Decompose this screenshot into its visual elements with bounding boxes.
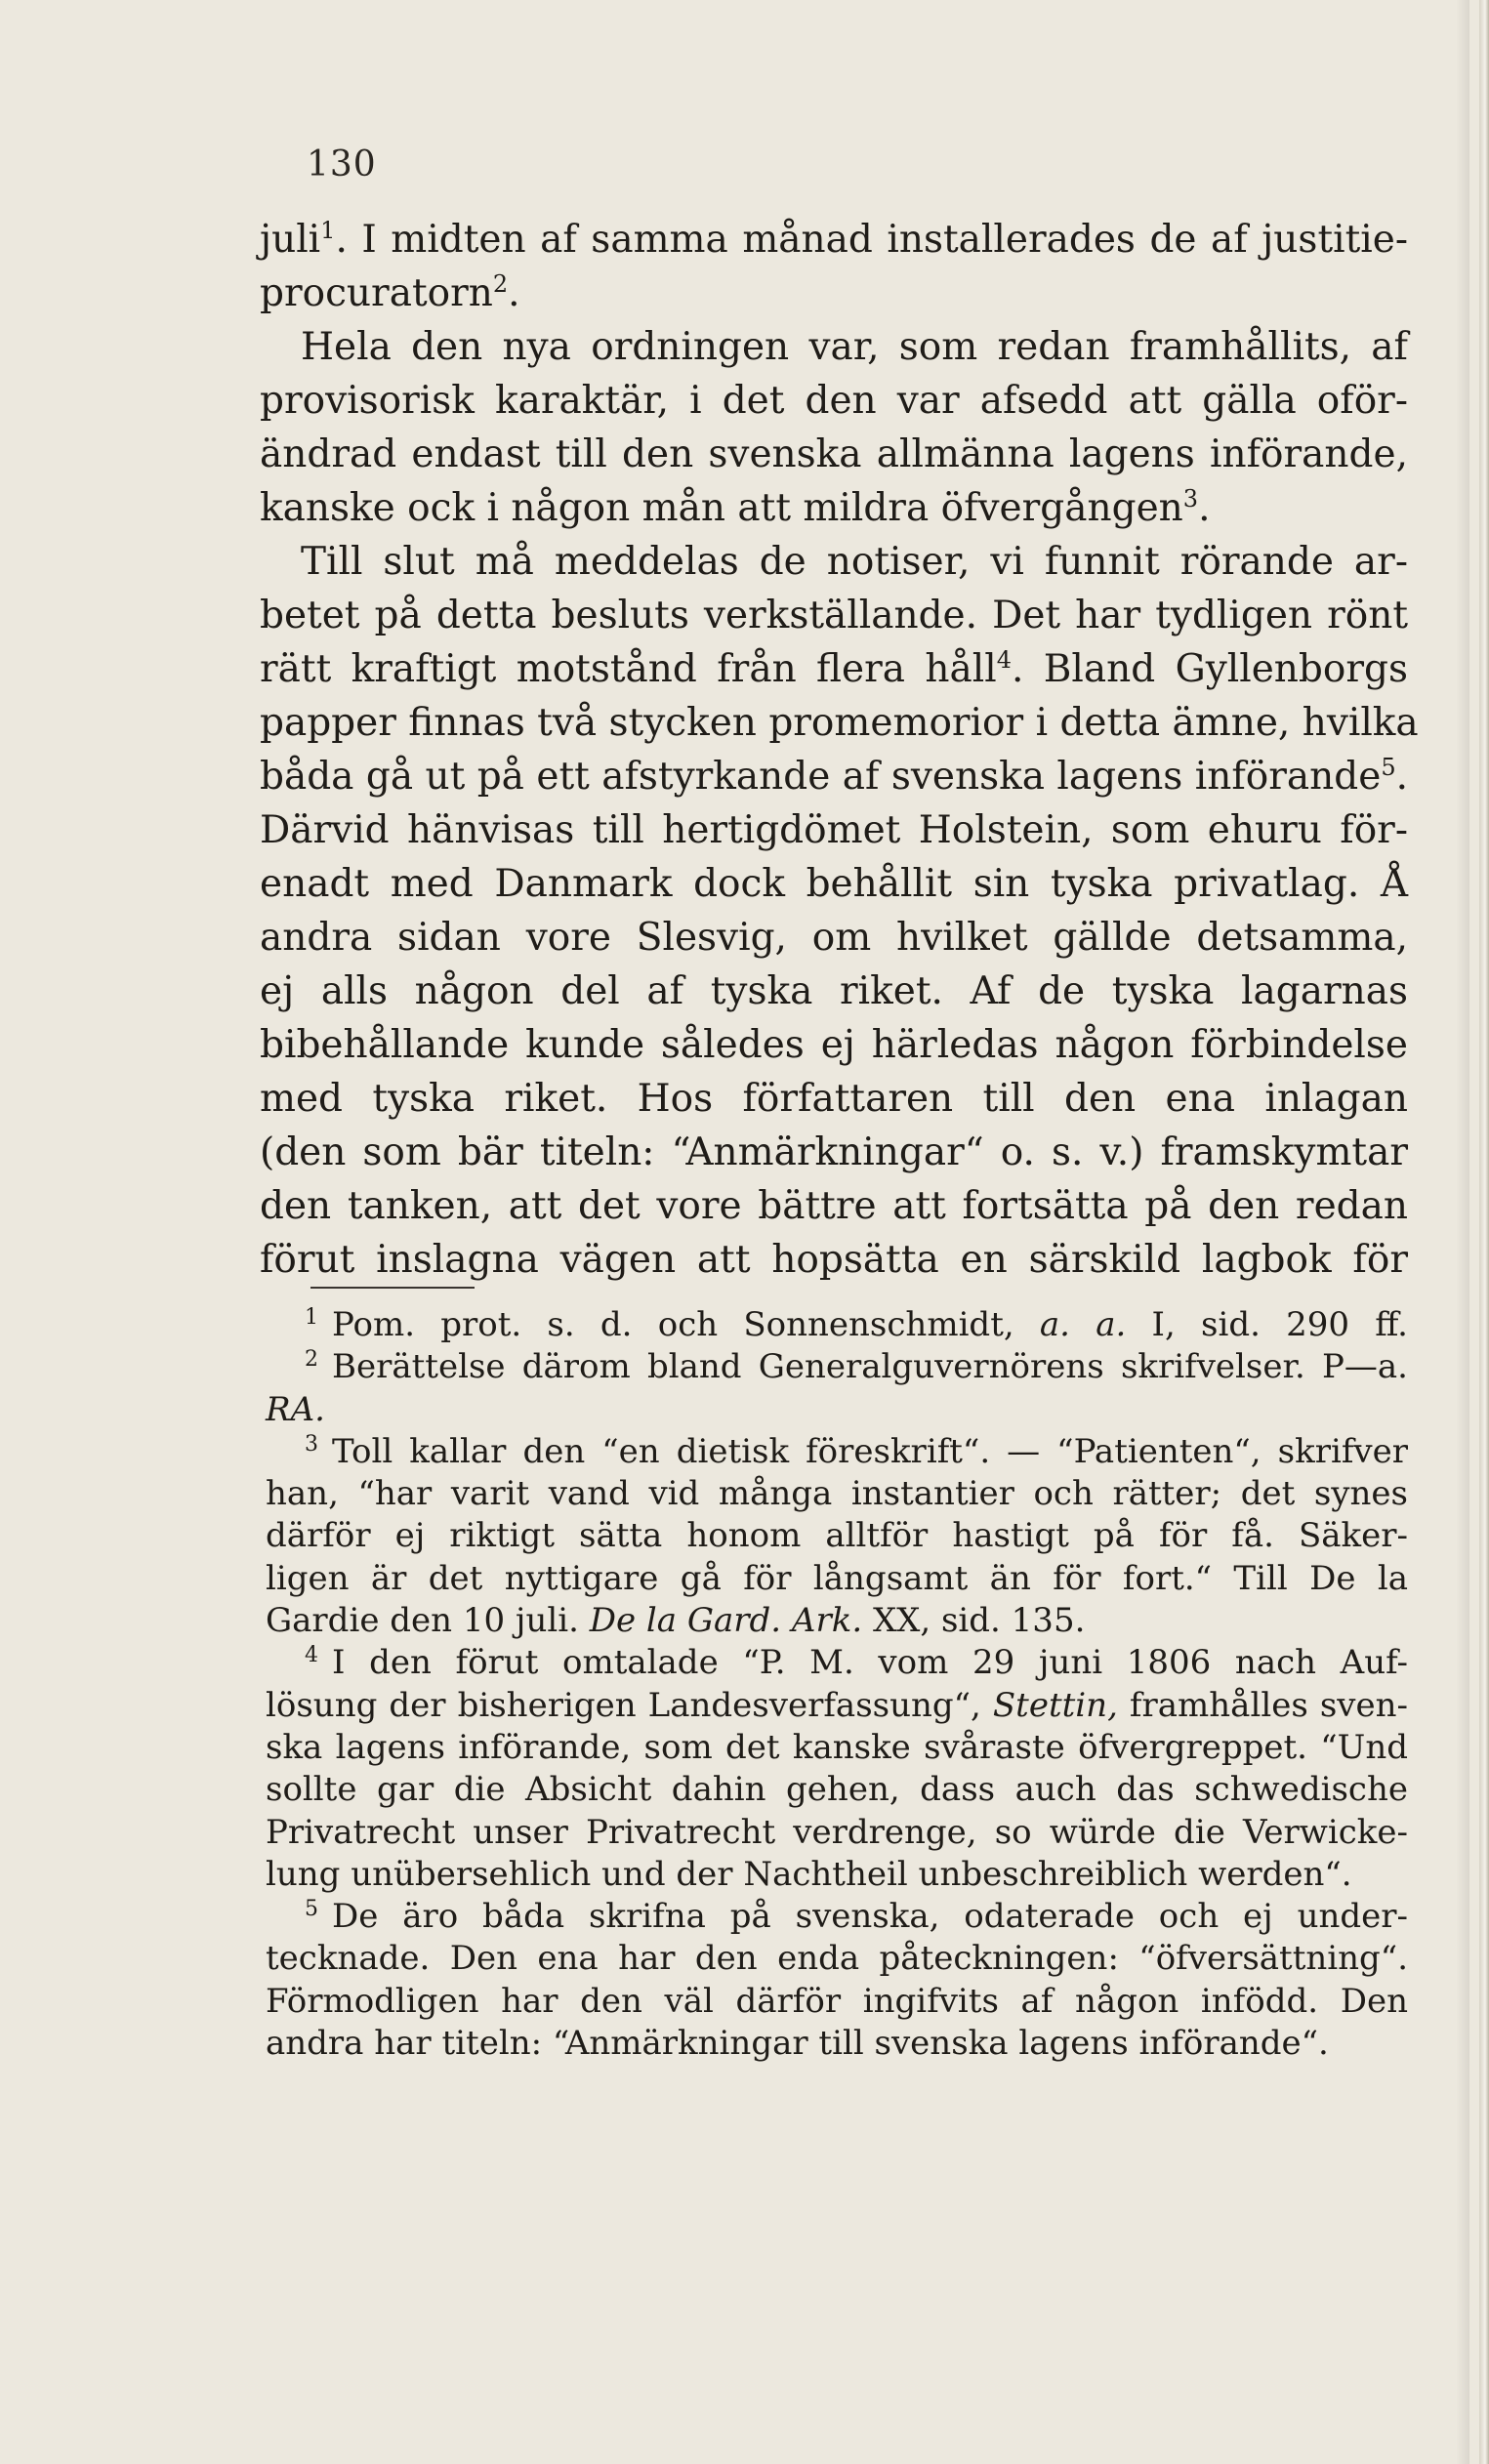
text-line: andra sidan vore Slesvig, om hvilket gällde detsamma, [260,916,1408,960]
footnote-line: Förmodligen har den väl därför ingifvits af någon infödd. Den [266,1981,1408,2021]
text-line: (den som bär titeln: “Anmärkningar“ o. s. v.) framskymtar [260,1130,1408,1174]
footnote-ref: 5 [1381,754,1396,781]
footnote-line: $^4$ I den förut omtalade “P. M. vom 29 juni 1806 nach Auf- [305,1643,1408,1683]
footnote-line: han, “har varit vand vid många instantier och rätter; det synes [266,1474,1408,1514]
text-line: Hela den nya ordningen var, som redan framhållits, af [301,325,1408,369]
footnote-line: Privatrecht unser Privatrecht verdrenge, so würde die Verwicke- [266,1812,1408,1852]
footnote-ref: 4 [996,646,1012,674]
footnote-line: RA. [266,1389,325,1429]
text-line: papper finnas två stycken promemorior i detta ämne, hvilka [260,701,1419,745]
footnote-line: $^1$ Pom. prot. s. d. och Sonnenschmidt, a. a. I, sid. 290 ff. [305,1304,1408,1344]
text-line: Till slut må meddelas de notiser, vi funnit rörande ar- [301,540,1408,584]
footnote-ref: 1 [320,217,336,244]
footnote-line: lösung der bisherigen Landesverfassung“, Stettin, framhålles sven- [266,1685,1408,1725]
text-line: ändrad endast till den svenska allmänna lagens införande, [260,432,1408,476]
text-line: ej alls någon del af tyska riket. Af de tyska lagarnas [260,969,1408,1013]
footnote-line: tecknade. Den ena har den enda påteckningen: “öfversättning“. [266,1939,1408,1979]
text-line: betet på detta besluts verkställande. Det har tydligen rönt [260,594,1408,637]
text-line: provisorisk karaktär, i det den var afsedd att gälla oför- [260,379,1408,423]
footnote-line: andra har titeln: “Anmärkningar till svenska lagens införande“. [266,2024,1329,2064]
footnote-line: ska lagens införande, som det kanske svåraste öfvergreppet. “Und [266,1727,1408,1767]
footnotes [266,1304,1408,2065]
text-line: enadt med Danmark dock behållit sin tyska privatlag. Å [260,862,1408,906]
text-line: bibehållande kunde således ej härledas någon förbindelse [260,1023,1408,1067]
text-line: rätt kraftigt motstånd från flera håll$^4$. Bland Gyllenborgs [260,646,1408,691]
text-line: med tyska riket. Hos författaren till den ena inlagan [260,1077,1408,1121]
footnote-mark: 1 [305,1304,318,1330]
footnote-mark: 2 [305,1346,318,1372]
footnote-line: $^2$ Berättelse därom bland Generalguvernörens skrifvelser. P—a. [305,1346,1408,1387]
footnote-mark: 4 [305,1643,318,1668]
text-line: den tanken, att det vore bättre att fortsätta på den redan [260,1184,1408,1228]
text-line: förut inslagna vägen att hopsätta en särskild lagbok för [260,1238,1408,1282]
text-line: Därvid hänvisas till hertigdömet Holstein, som ehuru för- [260,808,1408,852]
footnote-line: ligen är det nyttigare gå för långsamt än för fort.“ Till De la [266,1558,1408,1598]
page-edge-shadow [1456,0,1469,2464]
body-text [260,213,1419,1287]
footnote-line: $^5$ De äro båda skrifna på svenska, odaterade och ej under- [305,1896,1408,1937]
footnote-line: sollte gar die Absicht dahin gehen, dass auch das schwedische [266,1770,1408,1810]
footnote-mark: 3 [305,1431,318,1457]
footnote-divider [310,1287,475,1289]
footnote-line: lung unübersehlich und der Nachtheil unbeschreiblich werden“. [266,1854,1352,1894]
text-line: kanske ock i någon mån att mildra öfvergången$^3$. [260,485,1211,530]
footnote-ref: 2 [492,270,509,298]
footnote-ref: 3 [1182,485,1199,513]
footnote-line: därför ej riktigt sätta honom alltför hastigt på för få. Säker- [266,1516,1408,1556]
text-line: juli$^1$. I midten af samma månad installerades de af justitie- [260,217,1408,262]
page-number: 130 [307,144,377,185]
footnote-line: Gardie den 10 juli. De la Gard. Ark. XX, sid. 135. [266,1601,1086,1641]
footnote-line: $^3$ Toll kallar den “en dietisk föreskrift“. — “Patienten“, skrifver [305,1431,1408,1471]
footnote-mark: 5 [305,1896,318,1921]
text-line: båda gå ut på ett afstyrkande af svenska lagens införande$^5$. [260,754,1408,799]
page-edge [1479,0,1489,2464]
text-line: procuratorn$^2$. [260,270,520,315]
